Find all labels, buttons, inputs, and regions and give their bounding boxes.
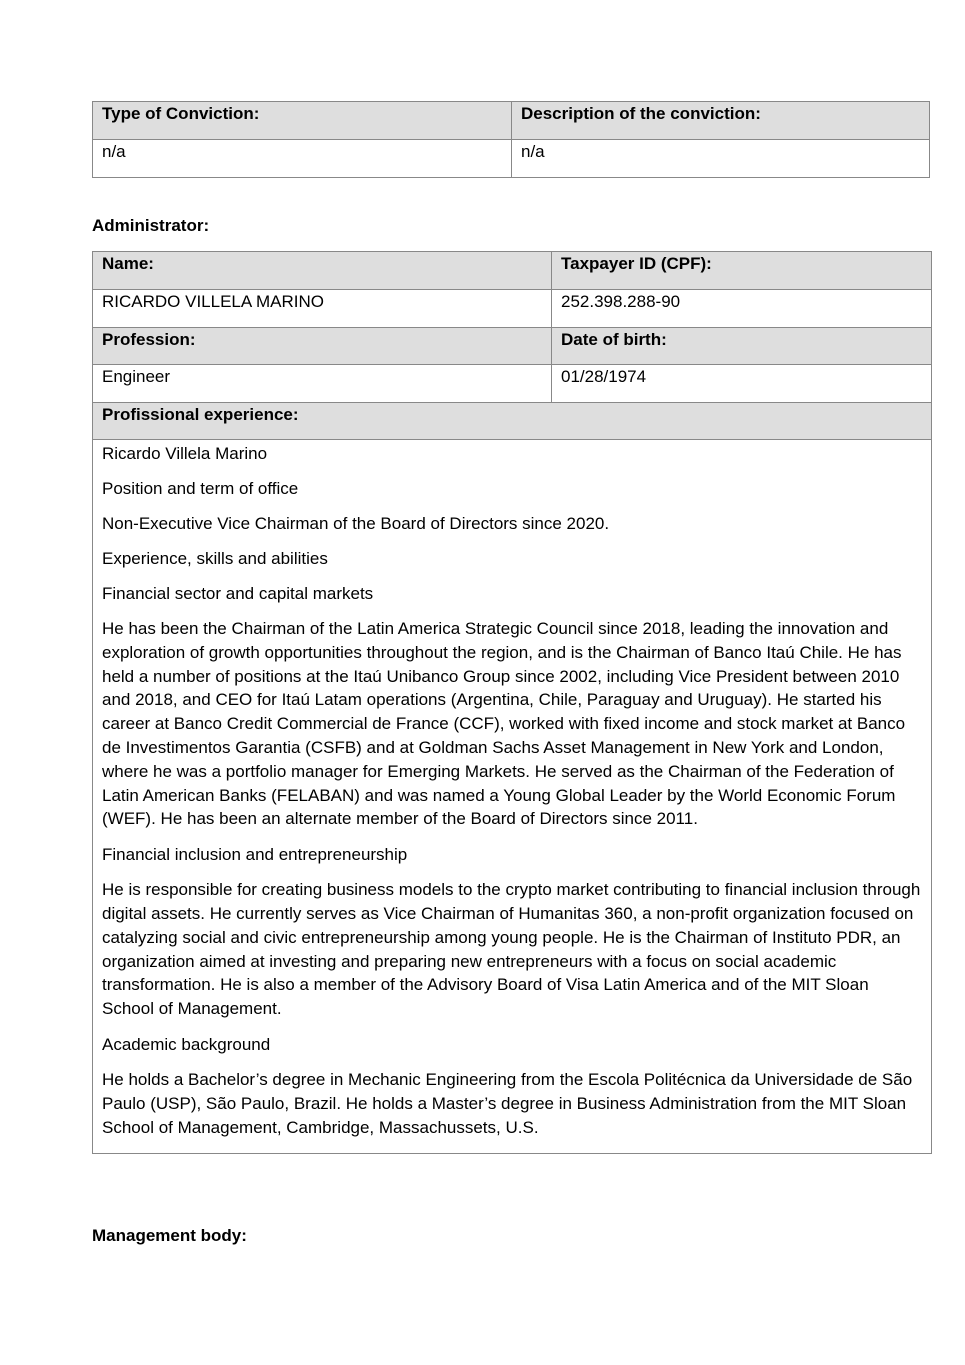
dob-header: Date of birth:	[552, 328, 932, 365]
experience-header: Profissional experience:	[93, 403, 932, 440]
financial-sector-text: He has been the Chairman of the Latin America Strategic Council since 2018, leading the innovation and exploration of growth opportunities throughout the region, and is the Chairman of Banco Itaú Chile. He has held a number of positions at the Itaú Unibanco Group since 2002, including Vice President between 2010 and 2018, and CEO for Itaú Latam operations (Argentina, Chile, Paraguay and Uruguay). He started his career at Banco Credit Commercial de France (CCF), worked with fixed income and stock market at Banco de Investimentos Garantia (CSFB) and at Goldman Sachs Asset Management in New York and London, where he was a portfolio manager for Emerging Markets. He served as the Chairman of the Federation of Latin American Banks (FELABAN) and was named a Young Global Leader by the World Economic Forum (WEF). He has been an alternate member of the Board of Directors since 2011.	[102, 619, 906, 829]
academic-text: He holds a Bachelor’s degree in Mechanic Engineering from the Escola Politécnica da Universidade de São Paulo (USP), São Paulo, Brazil. He holds a Master’s degree in Business Administration from the MIT Sloan School of Management, Cambridge, Massachussets, U.S.	[102, 1069, 913, 1137]
conviction-table	[92, 101, 930, 178]
conviction-description-value: n/a	[512, 140, 930, 178]
experience-person-name: Ricardo Villela Marino	[102, 444, 268, 463]
management-body-section-label: Management body:	[92, 1226, 247, 1245]
position-heading: Position and term of office	[102, 479, 299, 498]
cpf-header: Taxpayer ID (CPF):	[552, 252, 932, 290]
administrator-table	[92, 251, 932, 1154]
skills-heading: Experience, skills and abilities	[102, 549, 328, 568]
name-value: RICARDO VILLELA MARINO	[93, 290, 552, 328]
conviction-type-value: n/a	[93, 140, 512, 178]
financial-sector-heading: Financial sector and capital markets	[102, 584, 374, 603]
conviction-description-header: Description of the conviction:	[512, 102, 930, 140]
administrator-section-label: Administrator:	[92, 216, 210, 235]
position-text: Non-Executive Vice Chairman of the Board of Directors since 2020.	[102, 514, 610, 533]
financial-inclusion-heading: Financial inclusion and entrepreneurship	[102, 845, 408, 865]
conviction-type-header: Type of Conviction:	[93, 102, 512, 140]
profession-value: Engineer	[93, 365, 552, 403]
financial-inclusion-text: He is responsible for creating business models to the crypto market contributing to financial inclusion through digital assets. He currently serves as Vice Chairman of Humanitas 360, a non-profit organization focused on catalyzing social and civic entrepreneurship among young people. He is the Chairman of Instituto PDR, an organization aimed at investing and preparing new entrepreneurs with a focus on social academic transformation. He is also a member of the Advisory Board of Visa Latin America and of the MIT Sloan School of Management.	[102, 880, 921, 1019]
academic-heading: Academic background	[102, 1034, 271, 1054]
dob-value: 01/28/1974	[552, 365, 932, 403]
cpf-value: 252.398.288-90	[552, 290, 932, 328]
name-header: Name:	[93, 252, 552, 290]
profession-header: Profession:	[93, 328, 552, 365]
experience-cell	[93, 440, 932, 1154]
